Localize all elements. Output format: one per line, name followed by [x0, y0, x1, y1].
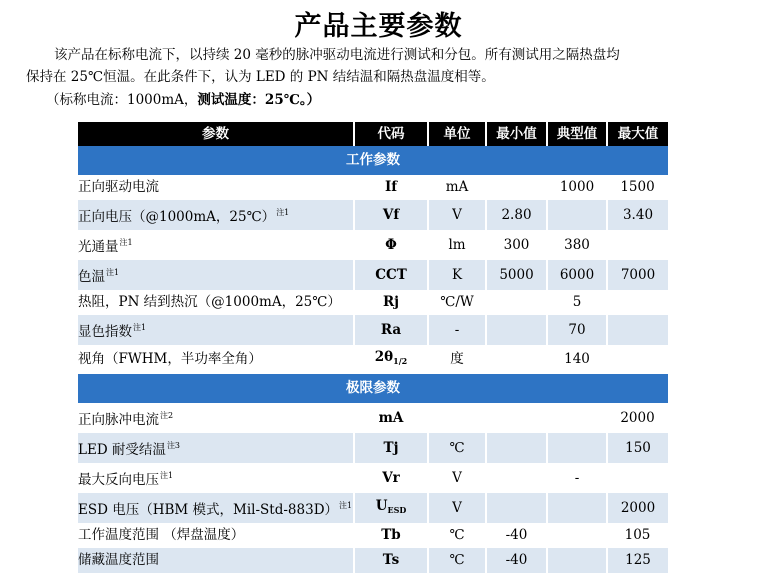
table-row — [78, 200, 668, 230]
symbol-cell — [354, 230, 428, 260]
symbol-cell — [354, 463, 428, 493]
table-row — [78, 230, 668, 260]
footnote-mark: 注1 — [160, 471, 174, 480]
typ-cell: 1000 — [559, 179, 595, 195]
typ-cell: 380 — [564, 236, 590, 253]
param-cell — [78, 463, 354, 493]
param-cell — [78, 403, 354, 433]
param-name: 显色指数 — [78, 324, 132, 340]
param-name: 最大反向电压 — [78, 472, 159, 488]
header-typ: 典型值 — [547, 122, 607, 146]
symbol-text: Rj — [382, 294, 400, 310]
typ-cell: 70 — [547, 315, 607, 345]
min-cell: 5000 — [486, 260, 547, 290]
footnote-mark: 注1 — [276, 208, 290, 217]
typ-cell — [547, 200, 607, 230]
unit-cell: ℃ — [449, 527, 465, 543]
header-min: 最小值 — [486, 122, 547, 146]
param-name: 储藏温度范围 — [78, 552, 159, 568]
min-cell — [486, 403, 547, 433]
param-cell — [78, 548, 354, 573]
param-name: ESD 电压（HBM 模式，Mil-Std-883D） — [78, 502, 339, 518]
symbol-text: CCT — [375, 266, 407, 283]
unit-cell: ℃ — [428, 548, 486, 573]
param-cell — [78, 315, 354, 345]
intro-line-1: 该产品在标称电流下，以持续 20 毫秒的脉冲驱动电流进行测试和分包。所有测试用之隔热盘均 — [54, 47, 620, 63]
min-cell: 2.80 — [486, 200, 547, 230]
max-cell — [607, 230, 668, 260]
max-cell: 3.40 — [607, 200, 668, 230]
unit-cell: mA — [445, 179, 469, 195]
page-title: 产品主要参数 — [294, 11, 463, 42]
symbol-text: Vr — [382, 469, 400, 486]
symbol-cell — [354, 260, 428, 290]
table-row — [78, 345, 668, 374]
table-row — [78, 290, 668, 315]
param-name: 正向电压（@1000mA，25℃） — [78, 209, 276, 225]
min-cell — [486, 175, 547, 200]
unit-cell: ℃ — [428, 433, 486, 463]
section-title: 工作参数 — [78, 146, 668, 175]
max-cell: 2000 — [620, 409, 655, 426]
footnote-mark: 注1 — [106, 268, 120, 277]
max-cell: 2000 — [607, 493, 668, 523]
min-cell — [486, 433, 547, 463]
footnote-mark: 注3 — [166, 441, 181, 450]
table-row — [78, 433, 668, 463]
typ-cell — [547, 433, 607, 463]
min-cell: -40 — [486, 548, 547, 573]
unit-cell — [428, 403, 486, 433]
min-cell — [486, 493, 547, 523]
unit-cell: V — [452, 469, 462, 486]
param-name: 色温 — [78, 269, 105, 285]
symbol-cell — [354, 403, 428, 433]
symbol-text: Vf — [382, 206, 400, 223]
param-cell — [78, 345, 354, 374]
max-cell: 1500 — [620, 179, 655, 195]
param-name: 正向驱动电流 — [78, 179, 159, 195]
table-row — [78, 403, 668, 433]
min-cell: 300 — [503, 236, 530, 253]
param-name: 视角（FWHM，半功率全角） — [78, 351, 262, 367]
table-row — [78, 315, 668, 345]
param-cell — [78, 493, 354, 523]
test-condition-note — [46, 88, 320, 108]
symbol-text: Φ — [385, 236, 397, 253]
footnote-mark: 注2 — [160, 411, 174, 420]
section-title: 极限参数 — [78, 374, 668, 403]
symbol-text: If — [384, 179, 398, 195]
symbol-cell — [354, 175, 428, 200]
intro-paragraph — [26, 44, 731, 88]
param-name: LED 耐受结温 — [78, 442, 166, 458]
header-symbol: 代码 — [354, 122, 428, 146]
header-param: 参数 — [78, 122, 354, 146]
symbol-text: 2θ — [374, 349, 394, 365]
param-name: 热阻，PN 结到热沉（@1000mA，25℃） — [78, 294, 341, 310]
unit-cell: lm — [448, 236, 466, 253]
unit-cell: V — [428, 200, 486, 230]
typ-cell: 6000 — [547, 260, 607, 290]
typ-cell — [547, 548, 607, 573]
symbol-cell — [354, 315, 428, 345]
min-cell — [486, 345, 547, 374]
max-cell — [607, 315, 668, 345]
min-cell: -40 — [505, 527, 528, 543]
section-header-row — [78, 374, 668, 403]
min-cell — [486, 290, 547, 315]
typ-cell — [547, 523, 607, 548]
unit-cell: V — [428, 493, 486, 523]
param-cell — [78, 260, 354, 290]
max-cell — [607, 290, 668, 315]
note-prefix: （标称电流：1000mA， — [46, 92, 198, 108]
table-row — [78, 260, 668, 290]
note-bold: 测试温度：25℃。） — [197, 92, 321, 108]
intro-line-2: 保持在 25℃恒温。在此条件下，认为 LED 的 PN 结结温和隔热盘温度相等。 — [26, 69, 495, 85]
max-cell — [607, 463, 668, 493]
footnote-mark: 注1 — [133, 323, 147, 332]
symbol-text: Tb — [381, 527, 401, 543]
symbol-text: Tj — [383, 439, 399, 456]
param-name: 工作温度范围 （焊盘温度） — [78, 527, 245, 543]
unit-cell: - — [428, 315, 486, 345]
header-unit: 单位 — [428, 122, 486, 146]
symbol-text: Ts — [382, 552, 400, 568]
footnote-mark: 注1 — [119, 238, 133, 247]
param-name: 光通量 — [78, 239, 119, 255]
max-cell: 150 — [607, 433, 668, 463]
param-cell — [78, 433, 354, 463]
symbol-cell — [354, 345, 428, 374]
section-header-row — [78, 146, 668, 175]
typ-cell — [547, 493, 607, 523]
symbol-subscript: 1/2 — [393, 356, 408, 366]
max-cell: 105 — [624, 527, 651, 543]
max-cell: 7000 — [607, 260, 668, 290]
max-cell — [607, 345, 668, 374]
symbol-cell — [354, 200, 428, 230]
typ-cell — [547, 403, 607, 433]
param-name: 正向脉冲电流 — [78, 412, 159, 428]
symbol-cell — [354, 290, 428, 315]
table-row — [78, 548, 668, 573]
spec-table — [78, 122, 668, 573]
param-cell — [78, 175, 354, 200]
symbol-cell — [354, 548, 428, 573]
table-row — [78, 175, 668, 200]
table-row — [78, 463, 668, 493]
typ-cell: 140 — [564, 351, 590, 367]
param-cell — [78, 230, 354, 260]
symbol-text: mA — [378, 409, 404, 426]
symbol-text: Ra — [380, 321, 402, 338]
footnote-mark: 注1 — [339, 501, 353, 510]
table-header-row — [78, 122, 668, 146]
param-cell — [78, 523, 354, 548]
unit-cell: ℃/W — [440, 294, 474, 310]
symbol-cell — [354, 523, 428, 548]
header-max: 最大值 — [607, 122, 668, 146]
table-row — [78, 523, 668, 548]
typ-cell: 5 — [572, 294, 582, 310]
symbol-cell — [354, 493, 428, 523]
symbol-cell — [354, 433, 428, 463]
table-row — [78, 493, 668, 523]
symbol-subscript: ESD — [387, 504, 407, 515]
typ-cell: - — [574, 469, 580, 486]
min-cell — [486, 463, 547, 493]
unit-cell: 度 — [450, 351, 464, 367]
symbol-text: U — [375, 497, 388, 514]
unit-cell: K — [428, 260, 486, 290]
param-cell — [78, 200, 354, 230]
max-cell: 125 — [607, 548, 668, 573]
min-cell — [486, 315, 547, 345]
param-cell — [78, 290, 354, 315]
